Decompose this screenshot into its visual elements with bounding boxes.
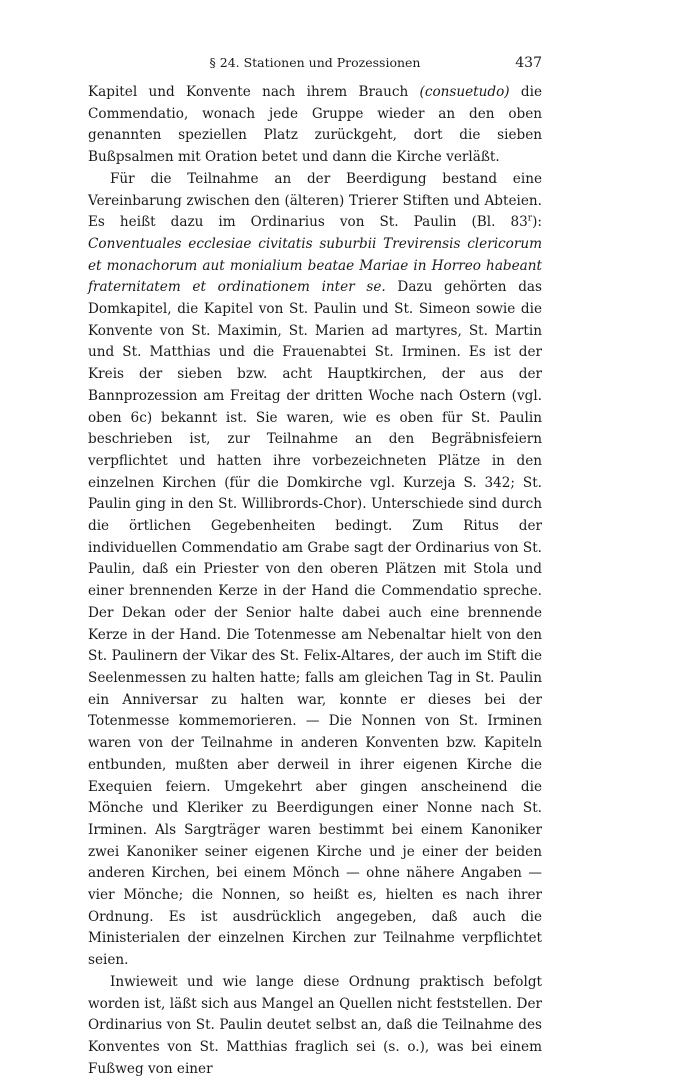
paragraph-3	[88, 972, 542, 1080]
section-title: § 24. Stationen und Prozessionen	[209, 55, 421, 70]
paragraph-1	[88, 82, 542, 169]
text-segment: Für die Teilnahme an der Beerdigung bestand eine Vereinbarung zwischen den (älteren) Trierer Stiften und Abteien. Es heißt dazu im Ordinarius von St. Paulin (Bl. 83	[88, 170, 542, 231]
text-segment: Kapitel und Konvente nach ihrem Brauch	[88, 84, 420, 100]
text-segment: die Commendatio, wonach jede Gruppe wieder an den oben genannten speziellen Platz zurückgeht, dort die sieben Bußpsalmen mit Oration betet und dann die Kirche verläßt.	[88, 84, 542, 166]
text-segment: ):	[532, 214, 542, 231]
paragraph-2	[88, 169, 542, 972]
book-page	[88, 52, 542, 1080]
page-number: 437	[515, 55, 542, 71]
italic-text: (consuetudo)	[419, 84, 510, 100]
superscript-text: r	[527, 213, 533, 224]
italic-text: Conventuales ecclesiae civitatis suburbii Trevirensis clericorum et monachorum aut monialium beatae Mariae in Horreo habeant fraternitatem et ordinationem inter se.	[88, 235, 542, 296]
text-segment: Dazu gehörten das Domkapitel, die Kapitel von St. Paulin und St. Simeon sowie die Konvente von St. Maximin, St. Marien ad martyres, St. Martin und St. Matthias und die Frauenabtei St. Irminen. Es ist der Kreis der sieben bzw. acht Hauptkirchen, der aus der Bannprozession am Freitag der dritten Woche nach Ostern (vgl. oben 6c) bekannt ist. Sie waren, wie es oben für St. Paulin beschrieben ist, zur Teilnahme an den Begräbnisfeiern verpflichtet und hatten ihre vorbezeichneten Plätze in den einzelnen Kirchen (für die Domkirche vgl. Kurzeja S. 342; St. Paulin ging in den St. Willibrords-Chor). Unterschiede sind durch die örtlichen Gegebenheiten bedingt. Zum Ritus der individuellen Commendatio am Grabe sagt der Ordinarius von St. Paulin, daß ein Priester von den oberen Plätzen mit Stola und einer brennenden Kerze in der Hand die Commendatio spreche. Der Dekan oder der Senior halte dabei auch eine brennende Kerze in der Hand. Die Totenmesse am Nebenaltar hielt von den St. Paulinern der Vikar des St. Felix-Altares, der auch im Stift die Seelenmessen zu halten hatte; falls am gleichen Tag in St. Paulin ein Anniversar zu halten war, konnte er dieses bei der Totenmesse kommemorieren. — Die Nonnen von St. Irminen waren von der Teilnahme in anderen Konventen bzw. Kapiteln entbunden, mußten aber derweil in ihrer eigenen Kirche die Exequien feiern. Umgekehrt aber gingen anscheinend die Mönche und Kleriker zu Beerdigungen einer Nonne nach St. Irminen. Als Sargträger waren bestimmt bei einem Kanoniker zwei Kanoniker seiner eigenen Kirche und je einer der beiden anderen Kirchen, bei einem Mönch — ohne nähere Angaben — vier Mönche; die Nonnen, so heißt es, hielten es nach ihrer Ordnung. Es ist ausdrücklich angegeben, daß auch die Ministerialen der einzelnen Kirchen zur Teilnahme verpflichtet seien.	[88, 279, 542, 969]
text-segment: Inwieweit und wie lange diese Ordnung praktisch befolgt worden ist, läßt sich aus Mangel an Quellen nicht feststellen. Der Ordinarius von St. Paulin deutet selbst an, daß die Teilnahme des Konventes von St. Matthias fraglich sei (s. o.), was bei einem Fußweg von einer	[88, 973, 542, 1077]
body-text	[88, 82, 542, 1080]
running-head	[88, 52, 542, 74]
